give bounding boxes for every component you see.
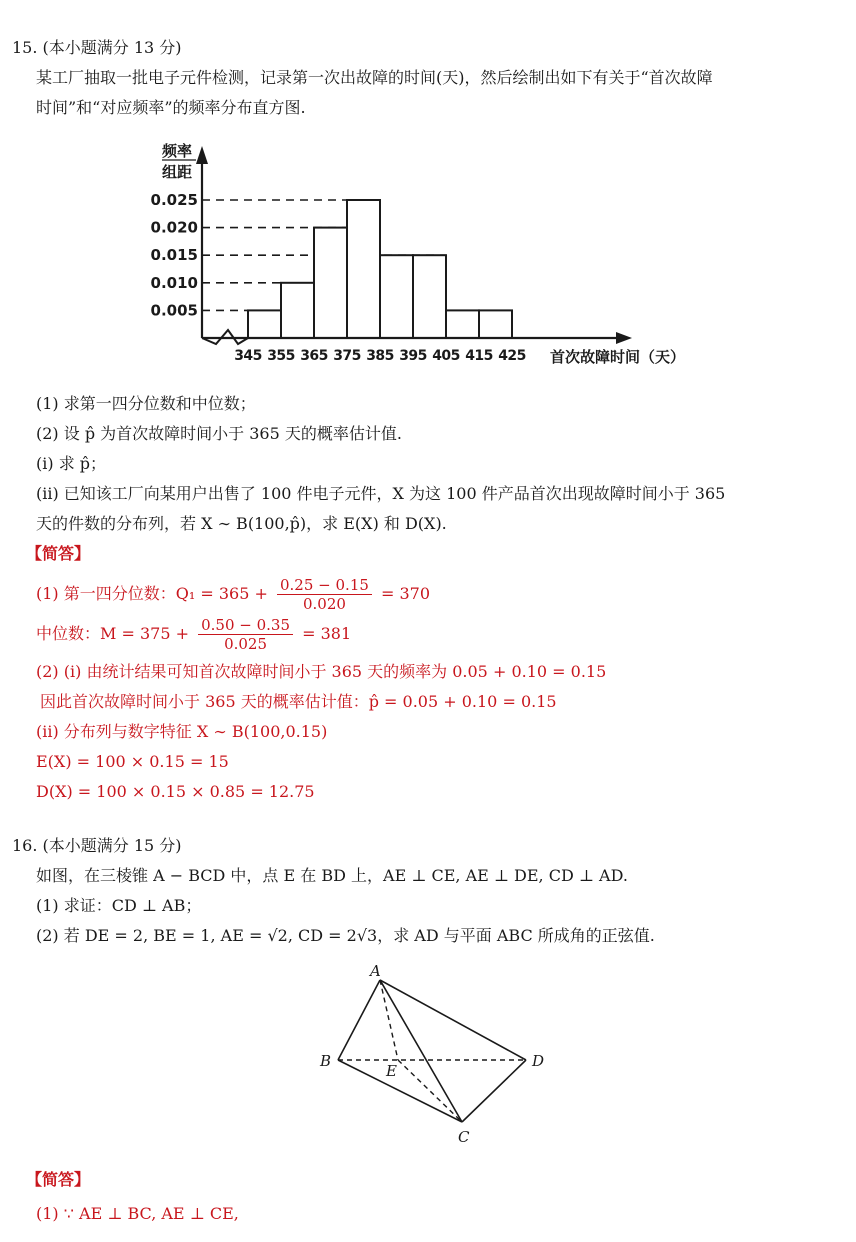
histogram-bar — [413, 255, 446, 338]
q15-answer-line3: (2) (i) 由统计结果可知首次故障时间小于 365 天的频率为 0.05 + 0.10 = 0.15 — [36, 662, 607, 681]
q16-part1: (1) 求证：CD ⊥ AB； — [36, 896, 202, 915]
fraction-numerator: 0.50 − 0.35 — [198, 616, 293, 635]
x-tick-label: 395 — [399, 348, 427, 364]
q15-answer-line6: E(X) = 100 × 0.15 = 15 — [36, 752, 229, 771]
vertex-label-D: D — [532, 1052, 545, 1070]
y-axis-label-bottom: 组距 — [162, 163, 193, 181]
q15-answer-tag: 【简答】 — [26, 544, 91, 563]
answer-quartile-result: = 370 — [381, 584, 431, 603]
edge-AD — [380, 980, 526, 1060]
x-tick-label: 365 — [300, 348, 328, 364]
vertex-label-E: E — [386, 1062, 397, 1080]
x-tick-label: 355 — [267, 348, 295, 364]
q15-part2: (2) 设 p̂ 为首次故障时间小于 365 天的概率估计值. — [36, 424, 402, 443]
fraction-denominator: 0.020 — [302, 595, 346, 613]
answer-quartile-fraction — [277, 576, 372, 613]
q15-answer-line4: 因此首次故障时间小于 365 天的概率估计值：p̂ = 0.05 + 0.10 = 0.15 — [40, 692, 557, 711]
q15-part2-ii-line1: (ii) 已知该工厂向某用户出售了 100 件电子元件，X 为这 100 件产品首次出现故障时间小于 365 — [36, 484, 726, 503]
histogram-bar — [347, 200, 380, 338]
answer-median-prefix: 中位数：M = 375 + — [36, 624, 189, 643]
x-tick-label: 345 — [234, 348, 262, 364]
answer-median-result: = 381 — [302, 624, 352, 643]
x-axis-label: 首次故障时间（天） — [550, 348, 686, 366]
frequency-histogram — [150, 132, 740, 382]
x-tick-label: 405 — [432, 348, 460, 364]
y-axis-arrow — [196, 146, 208, 164]
q15-part2-i: (i) 求 p̂； — [36, 454, 107, 473]
y-axis-label-top: 频率 — [162, 142, 193, 160]
q15-stem-line1: 某工厂抽取一批电子元件检测，记录第一次出故障的时间(天)，然后绘制出如下有关于“首次故障 — [36, 68, 713, 87]
vertex-label-A: A — [370, 962, 381, 980]
x-tick-label: 415 — [465, 348, 493, 364]
y-tick-label: 0.010 — [150, 273, 198, 292]
q15-answer-line7: D(X) = 100 × 0.15 × 0.85 = 12.75 — [36, 782, 315, 801]
histogram-bar — [281, 283, 314, 338]
segment-AE-hidden — [380, 980, 398, 1060]
q15-answer-line5: (ii) 分布列与数字特征 X ∼ B(100,0.15) — [36, 722, 328, 741]
histogram-bar — [446, 310, 479, 338]
histogram-bar — [380, 255, 413, 338]
answer-quartile-prefix: (1) 第一四分位数：Q₁ = 365 + — [36, 584, 268, 603]
q16-stem: 如图，在三棱锥 A − BCD 中，点 E 在 BD 上，AE ⊥ CE, AE ⊥ DE, CD ⊥ AD. — [36, 866, 628, 885]
histogram-bar — [314, 228, 347, 338]
y-tick-label: 0.020 — [150, 218, 198, 237]
y-tick-label: 0.025 — [150, 191, 198, 209]
q15-header: 15. (本小题满分 13 分) — [12, 38, 182, 57]
q15-answer-quartile — [36, 574, 430, 614]
q15-stem-line2: 时间”和“对应频率”的频率分布直方图. — [36, 98, 306, 117]
vertex-label-C: C — [458, 1128, 470, 1146]
q16-part2: (2) 若 DE = 2, BE = 1, AE = √2, CD = 2√3，求 AD 与平面 ABC 所成角的正弦值. — [36, 926, 655, 945]
edge-AB — [338, 980, 380, 1060]
x-tick-label: 425 — [498, 348, 526, 364]
y-tick-label: 0.015 — [150, 246, 198, 265]
segment-EC-hidden — [398, 1060, 462, 1122]
y-tick-label: 0.005 — [150, 301, 198, 320]
answer-median-fraction — [198, 616, 293, 653]
histogram-bar — [248, 310, 281, 338]
triangular-pyramid-figure — [310, 960, 560, 1155]
fraction-numerator: 0.25 − 0.15 — [277, 576, 372, 595]
x-tick-label: 375 — [333, 348, 361, 364]
histogram-bar — [479, 310, 512, 338]
q16-answer-tag: 【简答】 — [26, 1170, 91, 1189]
q15-part2-ii-line2: 天的件数的分布列，若 X ∼ B(100,p̂)，求 E(X) 和 D(X). — [36, 514, 447, 533]
vertex-label-B: B — [320, 1052, 332, 1070]
q16-answer-line1: (1) ∵ AE ⊥ BC, AE ⊥ CE, — [36, 1204, 239, 1223]
q15-answer-median — [36, 614, 351, 654]
edge-CD — [462, 1060, 526, 1122]
x-tick-label: 385 — [366, 348, 394, 364]
x-axis-arrow — [616, 332, 632, 344]
fraction-denominator: 0.025 — [224, 635, 268, 653]
q15-part1: (1) 求第一四分位数和中位数； — [36, 394, 256, 413]
q16-header: 16. (本小题满分 15 分) — [12, 836, 182, 855]
